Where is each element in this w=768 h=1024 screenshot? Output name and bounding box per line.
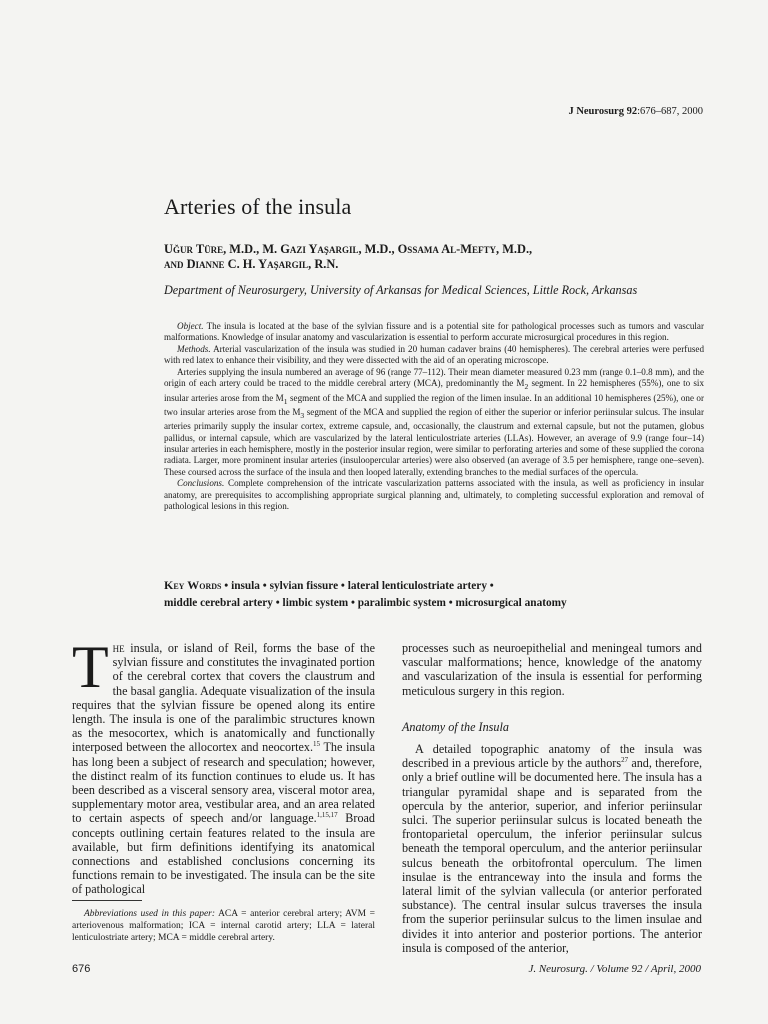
intro-text-3: Broad concepts outlining certain features related to the insula are available, but firm definitions identifying its anatomical connections and established conclusions concerning its functions remain to be investigated. The insula can be the site of pathological [72,811,375,897]
intro-continuation: processes such as neuroepithelial and meningeal tumors and vascular malformations; hence, knowledge of the anatomy and vascularization of the insula is essential for performing meticulous surgery in this region. [402,641,702,698]
keywords [164,577,724,611]
author-list [164,242,724,272]
drop-cap: T [72,634,109,700]
footnote-text: ACA = anterior cerebral artery; AVM = arteriovenous malformation; ICA = internal carotid artery; LLA = lateral lenticulostriate artery; MCA = middle cerebral artery. [72,909,375,943]
keywords-line-2: middle cerebral artery • limbic system • paralimbic system • microsurgical anatomy [164,596,567,609]
abstract-conclusions-text: Complete comprehension of the intricate vascularization patterns associated with the insula, as well as proficiency in insular anatomy, are prerequisites to accomplishing appropriate surgical planning and, ultimately, to completing successful exploration and removal of pathological lesions in this region. [164,478,704,512]
abstract-object [164,321,704,344]
intro-text-1: insula, or island of Reil, forms the base of the sylvian fissure and constitutes the invaginated portion of the cerebral cortex that covers the claustrum and the basal ganglia. Adequate visualization of the insula requires that the sylvian fissure be opened along its entire length. The insula is one of the paralimbic structures known as the mesocortex, which is anatomically and functionally interposed between the allocortex and neocortex. [72,641,375,755]
anatomy-paragraph [402,742,702,955]
intro-paragraph [72,634,375,897]
abstract-object-label: Object. [177,321,204,331]
footnote-divider [72,900,142,901]
lead-in: he [112,641,125,655]
body-column-right [402,641,702,955]
subscript-m3: 3 [300,410,305,420]
citation-15: 15 [313,740,321,749]
footnote-label: Abbreviations used in this paper: [84,909,216,919]
keywords-line-1 [164,577,724,595]
abstract-object-text: The insula is located at the base of the sylvian fissure and is a potential site for pathological processes such as tumors and vascular malformations. Knowledge of insular anatomy and vascularization is essential to perform accurate microsurgical procedures in this region. [164,321,704,343]
anatomy-text-1: A detailed topographic anatomy of the insula was described in a previous article by the authors [402,742,702,771]
abstract-conclusions-label: Conclusions. [177,478,225,489]
abstract [164,321,704,513]
abstract-methods [164,344,704,367]
journal-pages: :676–687, 2000 [637,106,703,117]
page-number: 676 [72,963,91,975]
abstract-results-text-1: Arteries supplying the insula numbered an average of 96 (range 77–112). Their mean diameter measured 0.23 mm (range 0.1–0.8 mm), and the origin of each artery could be traced to the middle cerebral artery (MCA), predominantly the M [164,366,704,389]
affiliation: Department of Neurosurgery, University of Arkansas for Medical Sciences, Little Rock, Arkansas [164,283,638,297]
subscript-m2: 2 [524,382,529,392]
journal-name: J Neurosurg 92 [568,106,638,117]
abstract-results [164,367,704,479]
body-column-left [72,634,375,897]
anatomy-text-2: and, therefore, only a brief outline will be documented here. The insula has a triangular pyramidal shape and is separated from the opercula by the anterior, superior, and inferior periinsular sulci. The superior periinsular sulcus is located beneath the frontoparietal operculum, the inferior periinsular sulcus beneath the temporal operculum, and the anterior periinsular sulcus beneath the orbitofrontal operculum. The limen insulae is the entranceway into the insula and forms the lateral limit of the sylvian vallecula (or anterior perforated substance). The central insular sulcus traverses the insula from the superior periinsular sulcus to the limen insulae and divides it into anterior and posterior portions. The anterior insula is composed of the anterior, [402,756,702,955]
citation-1-15-17: 1,15,17 [316,811,338,820]
footnote [72,908,375,944]
authors-line-2: and Dianne C. H. Yaşargil, R.N. [164,257,339,271]
keywords-list-1: • insula • sylvian fissure • lateral lenticulostriate artery • [221,580,494,592]
abbreviations-note [72,908,375,944]
citation-27: 27 [621,756,629,765]
abstract-methods-label: Methods. [177,343,211,354]
abstract-results-text-4: segment of the MCA and supplied the region of either the superior or inferior periinsular sulcus. The insular arteries primarily supply the insular cortex, extreme capsule, and, occasionally, the claustrum and external capsule, but not the putamen, globus pallidus, or internal capsule, which are vascularized by the lateral lenticulostriate arteries (LLAs). However, an average of 9.9 (range four–14) insular arteries in each hemisphere, mostly in the posterior insular region, were similar to perforating arteries and some of these supplied the corona radiata. Larger, more prominent insular arteries (insuloopercular arteries) were also observed (an average of 3.5 per hemisphere, range one–seven). These coursed across the surface of the insula and then looped laterally, extending branches to the medial surfaces of the opercula. [164,406,704,477]
footer-journal-info: J. Neurosurg. / Volume 92 / April, 2000 [528,963,701,975]
article-title: Arteries of the insula [164,194,352,219]
subscript-m1: 1 [283,396,288,406]
intro-text-2: The insula has long been a subject of research and speculation; however, the distinct realm of its function continues to elude us. It has been described as a visceral sensory area, visceral motor area, supplementary motor area, vestibular area, and an area related to certain aspects of speech and/or language. [72,740,375,826]
keywords-label: Key Words [164,578,222,592]
abstract-results-text-2: segment. In 22 hemispheres (55%), one to six insular arteries arose from the M [164,378,704,403]
authors-line-1: Uğur Türe, M.D., M. Gazi Yaşargil, M.D., Ossama Al-Mefty, M.D., [164,242,533,256]
section-heading: Anatomy of the Insula [402,719,509,734]
abstract-results-text-3: segment of the MCA and supplied the region of the limen insulae. In an additional 10 hemispheres (25%), one or two insular arteries arose from the M [164,392,705,417]
journal-reference [568,106,703,117]
abstract-conclusions [164,478,704,512]
abstract-methods-text: Arterial vascularization of the insula was studied in 20 human cadaver brains (40 hemispheres). The cerebral arteries were perfused with red latex to enhance their visibility, and they were dissected with the aid of an operating microscope. [164,343,704,366]
